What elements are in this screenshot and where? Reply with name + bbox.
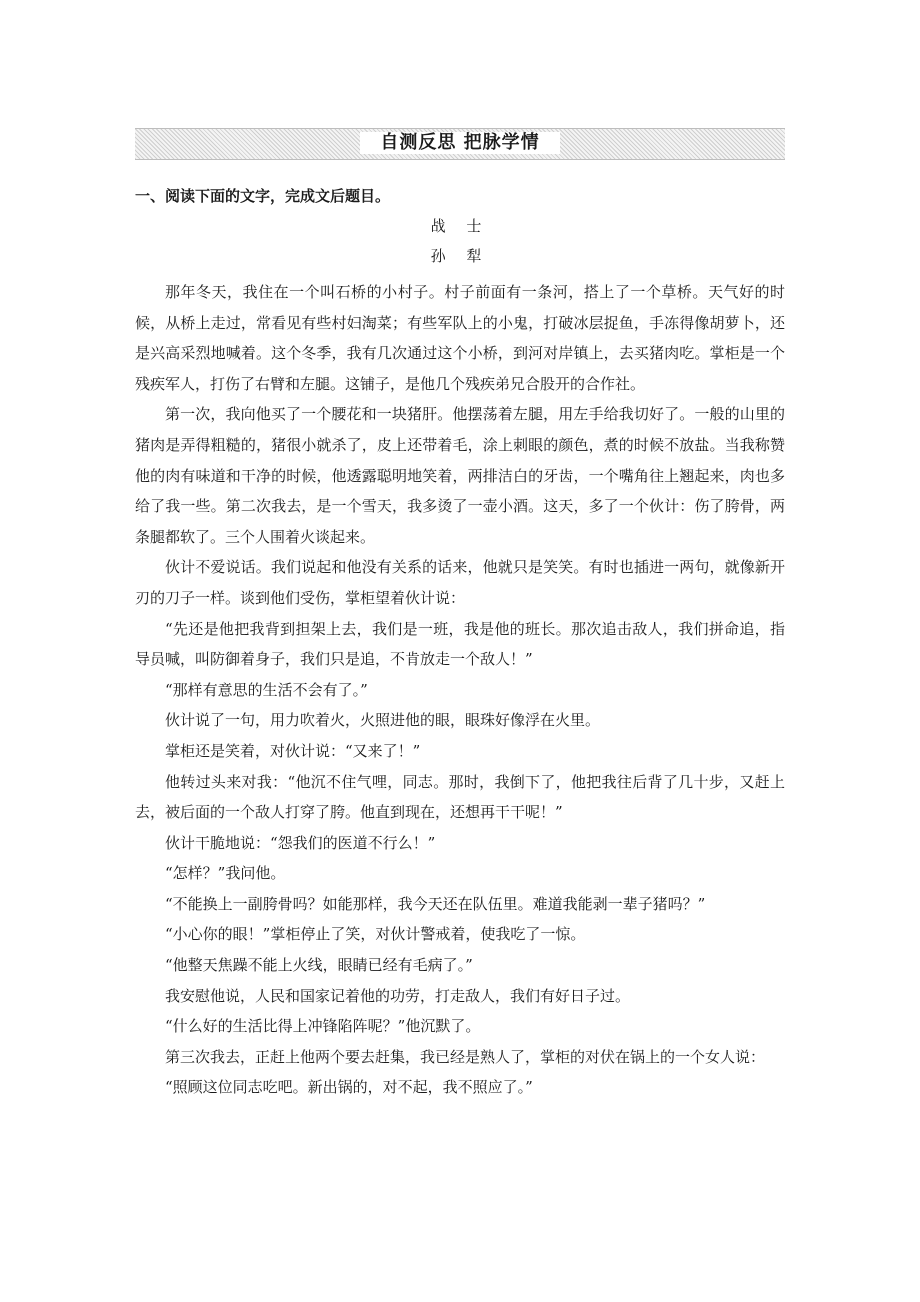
paragraph: 那年冬天，我住在一个叫石桥的小村子。村子前面有一条河，搭上了一个草桥。天气好的时候，从桥上走过，常看见有些村妇淘菜；有些军队上的小鬼，打破冰层捉鱼，手冻得像胡萝卜，还是兴高采烈地喊着。这个冬季，我有几次通过这个小桥，到河对岸镇上，去买猪肉吃。掌柜是一个残疾军人，打伤了右臂和左腿。这铺子，是他几个残疾弟兄合股开的合作社。 [135, 283, 785, 393]
paragraph: “那样有意思的生活不会有了。” [165, 680, 368, 699]
paragraph: 我安慰他说，人民和国家记着他的功劳，打走敌人，我们有好日子过。 [165, 986, 631, 1005]
article-body [135, 277, 785, 1103]
question-heading: 一、阅读下面的文字，完成文后题目。 [135, 187, 391, 205]
paragraph: 他转过头来对我：“他沉不住气哩，同志。那时，我倒下了，他把我往后背了几十步，又赶上去，被后面的一个敌人打穿了胯。他直到现在，还想再干干呢！” [135, 772, 785, 822]
paragraph: 伙计说了一句，用力吹着火，火照进他的眼，眼珠好像浮在火里。 [165, 711, 601, 730]
paragraph: “什么好的生活比得上冲锋陷阵呢？”他沉默了。 [165, 1017, 481, 1036]
paragraph: “照顾这位同志吃吧。新出锅的，对不起，我不照应了。” [165, 1078, 533, 1097]
paragraph: “不能换上一副胯骨吗？如能那样，我今天还在队伍里。难道我能剥一辈子猪吗？” [165, 894, 706, 913]
paragraph: “他整天焦躁不能上火线，眼睛已经有毛病了。” [165, 956, 473, 975]
banner-title: 自测反思 把脉学情 [360, 132, 560, 154]
paragraph: “怎样？”我问他。 [165, 864, 286, 883]
paragraph: “先还是他把我背到担架上去，我们是一班，我是他的班长。那次追击敌人，我们拼命追，指导员喊，叫防御着身子，我们只是追，不肯放走一个敌人！” [135, 619, 785, 669]
paragraph: 伙计干脆地说：“怨我们的医道不行么！” [165, 833, 436, 852]
paragraph: “小心你的眼！”掌柜停止了笑，对伙计警戒着，使我吃了一惊。 [165, 925, 586, 944]
paragraph: 掌柜还是笑着，对伙计说：“又来了！” [165, 741, 421, 760]
paragraph: 第一次，我向他买了一个腰花和一块猪肝。他摆荡着左腿，用左手给我切好了。一般的山里的猪肉是弄得粗糙的，猪很小就杀了，皮上还带着毛，涂上刺眼的颜色，煮的时候不放盐。当我称赞他的肉有味道和干净的时候，他透露聪明地笑着，两排洁白的牙齿，一个嘴角往上翘起来，肉也多给了我一些。第二次我去，是一个雪天，我多烫了一壶小酒。这天，多了一个伙计：伤了胯骨，两条腿都软了。三个人围着火谈起来。 [135, 405, 785, 546]
article-title: 战 士 [430, 217, 490, 235]
article-author: 孙 犁 [430, 247, 490, 265]
paragraph: 伙计不爱说话。我们说起和他没有关系的话来，他就只是笑笑。有时也插进一两句，就像新开刃的刀子一样。谈到他们受伤，掌柜望着伙计说： [135, 558, 785, 607]
paragraph: 第三次我去，正赶上他两个要去赶集，我已经是熟人了，掌柜的对伏在锅上的一个女人说： [165, 1047, 766, 1066]
